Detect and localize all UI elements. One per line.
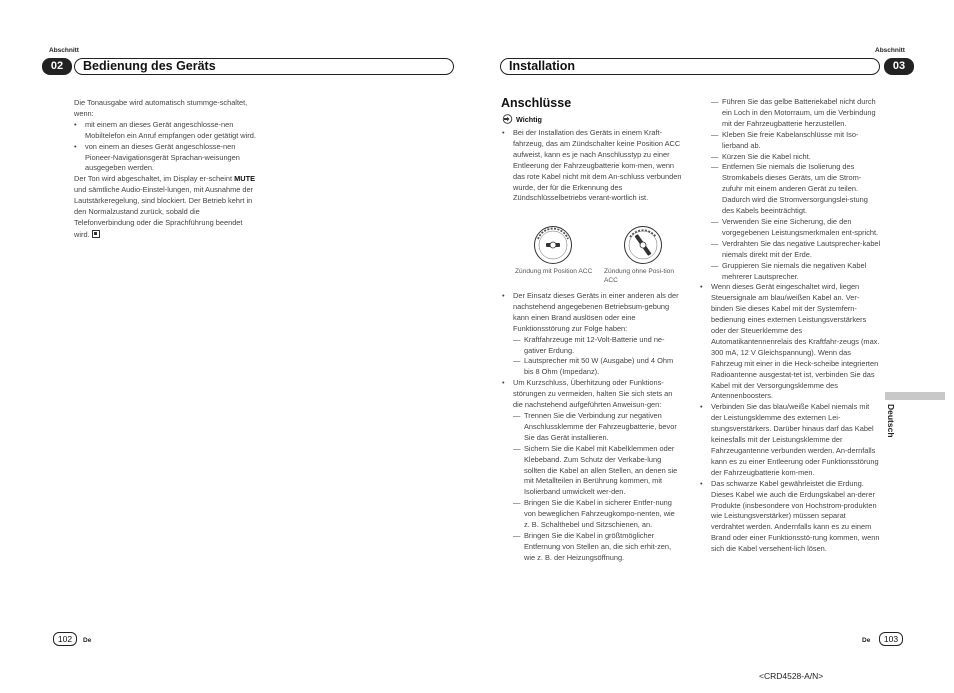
- dash-item: — Sichern Sie die Kabel mit Kabelklemmen oder Klebeband. Zum Schutz der Verkabe-lung sollten die Kabel an allen Stellen, an denen sie mit Metallteilen in Berührung kommen, mit Isolierband umwickelt wer-den.: [513, 443, 678, 497]
- language-side-label: Deutsch: [886, 404, 896, 438]
- dash-item: — Kürzen Sie die Kabel nicht.: [711, 151, 811, 161]
- ignition-noacc-diagram: [620, 225, 666, 270]
- list-item: • Wenn dieses Gerät eingeschaltet wird, liegen Steuersignale am blau/weißen Kabel an. Ver-binden Sie dieses Kabel mit der Systemfern-bedienung eines externen Leistungsverstärkers oder der Steuerklemme des Automatikantennenrelais des Kraftfahr-zeugs (max. 300 mA, 12 V Gleichspannung). Wenn das Fahrzeug mit einer in die Heck-scheibe integrierten Radioantenne ausgestat-tet ist, verbinden Sie das Kabel mit der Versorgungsklemme des Antennenboosters.: [700, 282, 880, 401]
- list-item: • Verbinden Sie das blau/weiße Kabel niemals mit der Leistungsklemme des externen Lei-stungsverstärkers. Darüber hinaus darf das Kabel keinesfalls mit der Leistungsklemme der Fahrzeugantenne verbunden werden. An-dernfalls kann es zu einer Entleerung oder Funktionsstörung der Fahrzeugbatterie kom-men.: [700, 402, 879, 477]
- lang-label-left: De: [83, 637, 92, 644]
- list-item: • Bei der Installation des Geräts in einem Kraft-fahrzeug, das am Zündschalter keine Position ACC aufweist, kann es je nach Anschlusstyp zu einer Entleerung der Fahrzeugbatterie kom-men, wenn das rote Kabel nicht mit dem An-schluss verbunden wurde, der für die Erkennung des Zündschlüsselbetriebs verant-wortlich ist.: [502, 128, 682, 203]
- end-mark-icon: [92, 230, 100, 238]
- intro-text: Die Tonausgabe wird automatisch stummge-schaltet, wenn:: [74, 98, 248, 118]
- important-note: [502, 114, 542, 124]
- col1-bottom: [502, 291, 682, 564]
- ignition-acc-diagram: [530, 225, 576, 270]
- dash-item: — Entfernen Sie niemals die Isolierung des Stromkabels dieses Geräts, um die Strom-zufuhr mit einem anderen Gerät zu teilen. Dadurch wird die Stromversorgungslei-stung des Kabels beeinträchtigt.: [711, 162, 868, 216]
- dash-item: — Bringen Sie die Kabel in größtmöglicher Entfernung von Stellen an, die sich erhit-zen, wie z. B. der Heizungsöffnung.: [513, 530, 672, 562]
- caption-acc: Zündung mit Position ACC: [515, 268, 593, 275]
- caption-noacc: Zündung ohne Posi-tion ACC: [604, 268, 675, 284]
- chapter-badge-right: 03: [884, 58, 914, 75]
- document-code: <CRD4528-A/N>: [759, 671, 824, 681]
- section-heading: Anschlüsse: [501, 96, 572, 110]
- page-title-left: Bedienung des Geräts: [74, 58, 454, 75]
- list-item: • Das schwarze Kabel gewährleistet die Erdung. Dieses Kabel wie auch die Erdungskabel an-derer Produkte (insbesondere von Hochstrom-produkten wie Leistungsverstärker) müssen separat verdrahtet werden. Andernfalls kann es zu einem Brand oder einer Funktionsstö-rung kommen, wenn sich die Kabel versehent-lich lösen.: [700, 478, 880, 554]
- dash-item: — Gruppieren Sie niemals die negativen Kabel mehrerer Lautsprecher.: [711, 260, 867, 281]
- important-label: Wichtig: [516, 114, 542, 124]
- list-item: • Der Einsatz dieses Geräts in einer anderen als der nachstehend angegebenen Betriebsum-gebung kann einen Brand auslösen oder eine Funktionsstörung zur Folge haben:: [502, 291, 679, 333]
- list-item: • von einem an dieses Gerät angeschlosse-nen Pioneer-Navigationsgerät Sprachan-weisungen ausgegeben werden.: [74, 141, 240, 173]
- page-number-left: 102: [53, 632, 77, 646]
- important-icon: [502, 114, 513, 124]
- section-label-right: Abschnitt: [875, 47, 905, 54]
- language-side-tab: [885, 392, 945, 400]
- chapter-badge-left: 02: [42, 58, 72, 75]
- col1-top: [502, 128, 682, 204]
- ignition-acc-icon: [530, 225, 576, 265]
- dash-item: — Kleben Sie freie Kabelanschlüsse mit Iso-lierband ab.: [711, 129, 859, 150]
- mute-label: MUTE: [234, 174, 256, 184]
- col2: [700, 97, 881, 555]
- page-title-right: Installation: [500, 58, 880, 75]
- dash-item: — Führen Sie das gelbe Batteriekabel nicht durch ein Loch in den Motorraum, um die Verbindung mit der Fahrzeugbatterie herzustellen.: [711, 97, 876, 128]
- dash-item: — Bringen Sie die Kabel in sicherer Entfer-nung von beweglichen Fahrzeugkompo-nenten, wie z. B. Schalthebel und Sitzschienen, an.: [513, 498, 675, 530]
- lang-label-right: De: [862, 637, 871, 644]
- mute-paragraph: Der Ton wird abgeschaltet, im Display er-scheint MUTE und sämtliche Audio-Einstel-lungen, mit Ausnahme der Lautstärkeregelung, sind blockiert. Der Betrieb kehrt in den Normalzustand zurück, sobald die Telefonverbindung oder die Sprachführung beendet wird.: [74, 174, 256, 239]
- list-item: • Um Kurzschluss, Überhitzung oder Funktions-störungen zu vermeiden, halten Sie sich stets an die nachstehend aufgeführten Anweisun-gen:: [502, 378, 673, 410]
- section-label-left: Abschnitt: [49, 47, 79, 54]
- list-item: • mit einem an dieses Gerät angeschlosse-nen Mobiltelefon ein Anruf empfangen oder getätigt wird.: [74, 119, 256, 140]
- ignition-noacc-icon: [620, 225, 666, 265]
- page-number-right: 103: [879, 632, 903, 646]
- dash-item: — Lautsprecher mit 50 W (Ausgabe) und 4 Ohm bis 8 Ohm (Impedanz).: [513, 356, 674, 377]
- dash-item: — Trennen Sie die Verbindung zur negativen Anschlussklemme der Fahrzeugbatterie, bevor Sie das Gerät installieren.: [513, 410, 677, 442]
- left-body: [74, 98, 256, 241]
- dash-item: — Kraftfahrzeuge mit 12-Volt-Batterie und ne-gativer Erdung.: [513, 334, 665, 355]
- dash-item: — Verwenden Sie eine Sicherung, die den vorgegebenen Leistungsmerkmalen ent-spricht.: [711, 216, 879, 237]
- dash-item: — Verdrahten Sie das negative Lautsprecher-kabel niemals direkt mit der Erde.: [711, 238, 881, 259]
